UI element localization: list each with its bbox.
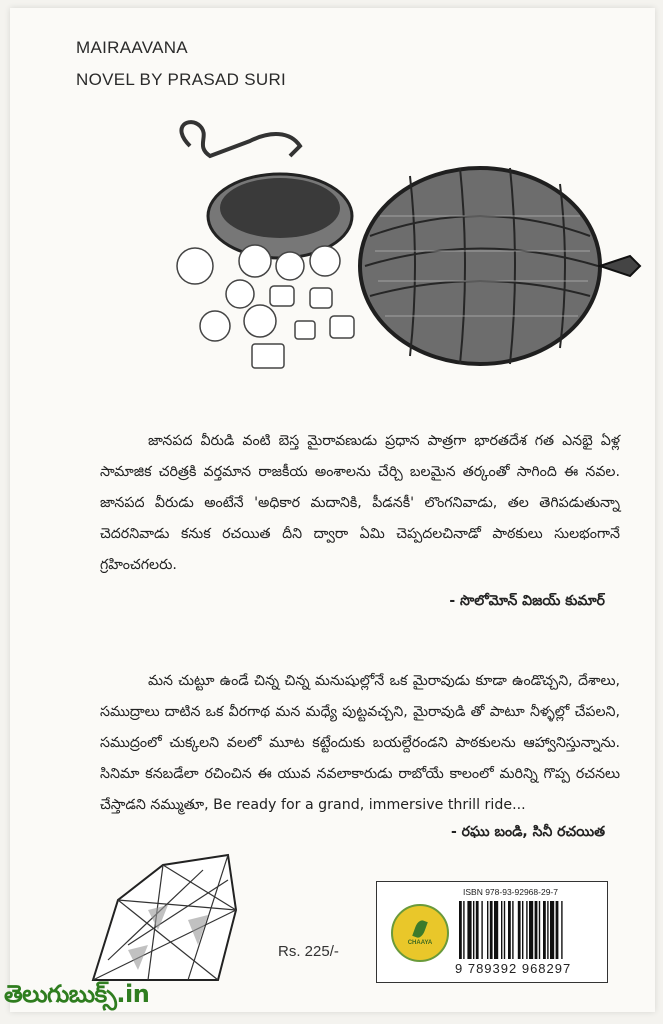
barcode-bar: [476, 901, 479, 959]
blurb-2-text: మన చుట్టూ ఉండే చిన్న చిన్న మనుషుల్లోనే ఒక మైరావుడు కూడా ఉండొచ్చని, దేశాలు, సముద్రాలు దాటిన ఒక వీరగాథ మన మధ్యే పుట్టవచ్చని, మైరావుడి తో పాటూ నీళ్ళల్లో చేపలని, సముద్రంలో చుక్కలని వలలో మూట కట్టేందుకు బయల్దేరండని పాఠకులను ఆహ్వానిస్తున్నాను. సినిమా కనబడేలా రచించిన ఈ యువ నవలాకారుడు రాబోయే కాలంలో మరిన్ని గొప్ప రచనలు చేస్తాడని నమ్ముతూ, Be ready for a grand, immersive thrill ride...: [100, 673, 620, 813]
barcode-bar: [526, 901, 527, 959]
leaf-icon: [412, 919, 428, 939]
book-back-cover: [10, 8, 655, 1012]
blurb-1-text: జానపద వీరుడి వంటి బెస్త మైరావణుడు ప్రధాన పాత్రగా భారతదేశ గత ఎనభై ఏళ్ల సామాజిక చరిత్రకి వర్తమాన రాజకీయ అంశాలను చేర్చి బలమైన తర్కంతో సాగింది ఈ నవల. జానపద వీరుడు అంటేనే 'అధికార మదానికి, పీడనకీ' లొంగనివాడు, తల తెగిపడుతున్నా చెదరనివాడు కనుక రచయిత దీని ద్వారా ఏమి చెప్పదలచినాడో పాఠకులు సులభంగానే గ్రహించగలరు.: [100, 433, 620, 573]
barcode-bar: [550, 901, 554, 959]
barcode-bar: [459, 901, 462, 959]
barcode-bar: [490, 901, 493, 959]
barcode-bar: [508, 901, 511, 959]
publisher-logo: [391, 904, 449, 962]
barcode-graphic: [459, 901, 599, 961]
barcode-bar: [518, 901, 521, 959]
price-label: Rs. 225/-: [278, 943, 339, 960]
jewel-box-illustration: [160, 116, 660, 416]
blurb-1-attribution: - సొలోమోన్ విజయ్ కుమార్: [449, 593, 605, 609]
blurb-paragraph-2: [100, 666, 620, 821]
barcode-bar: [494, 901, 498, 959]
barcode-number: 9 789392 968297: [455, 961, 572, 976]
barcode-bar: [529, 901, 533, 959]
barcode-bar: [543, 901, 546, 959]
barcode-bar: [501, 901, 502, 959]
isbn-text: ISBN 978-93-92968-29-7: [463, 887, 558, 897]
barcode-bar: [473, 901, 474, 959]
book-subtitle: NOVEL BY PRASAD SURI: [76, 70, 287, 89]
barcode-bar: [547, 901, 548, 959]
barcode-bar: [487, 901, 488, 959]
barcode-bar: [481, 901, 482, 959]
barcode-bar: [535, 901, 538, 959]
barcode-bar: [512, 901, 513, 959]
site-watermark: తెలుగుబుక్స్.in: [4, 980, 150, 1008]
barcode-bar: [467, 901, 471, 959]
barcode-bar: [561, 901, 562, 959]
barcode-bar: [556, 901, 559, 959]
blurb-paragraph-1: [100, 426, 620, 581]
diamond-illustration: [88, 850, 243, 985]
barcode-bar: [463, 901, 464, 959]
book-title: MAIRAAVANA: [76, 38, 188, 57]
barcode-bar: [504, 901, 505, 959]
publisher-logo-text: CHAAYA: [407, 940, 433, 946]
barcode-bar: [522, 901, 523, 959]
isbn-barcode-box: [376, 881, 608, 983]
barcode-bar: [539, 901, 540, 959]
blurb-2-attribution: - రఘు బండి, సినీ రచయిత: [450, 824, 605, 840]
